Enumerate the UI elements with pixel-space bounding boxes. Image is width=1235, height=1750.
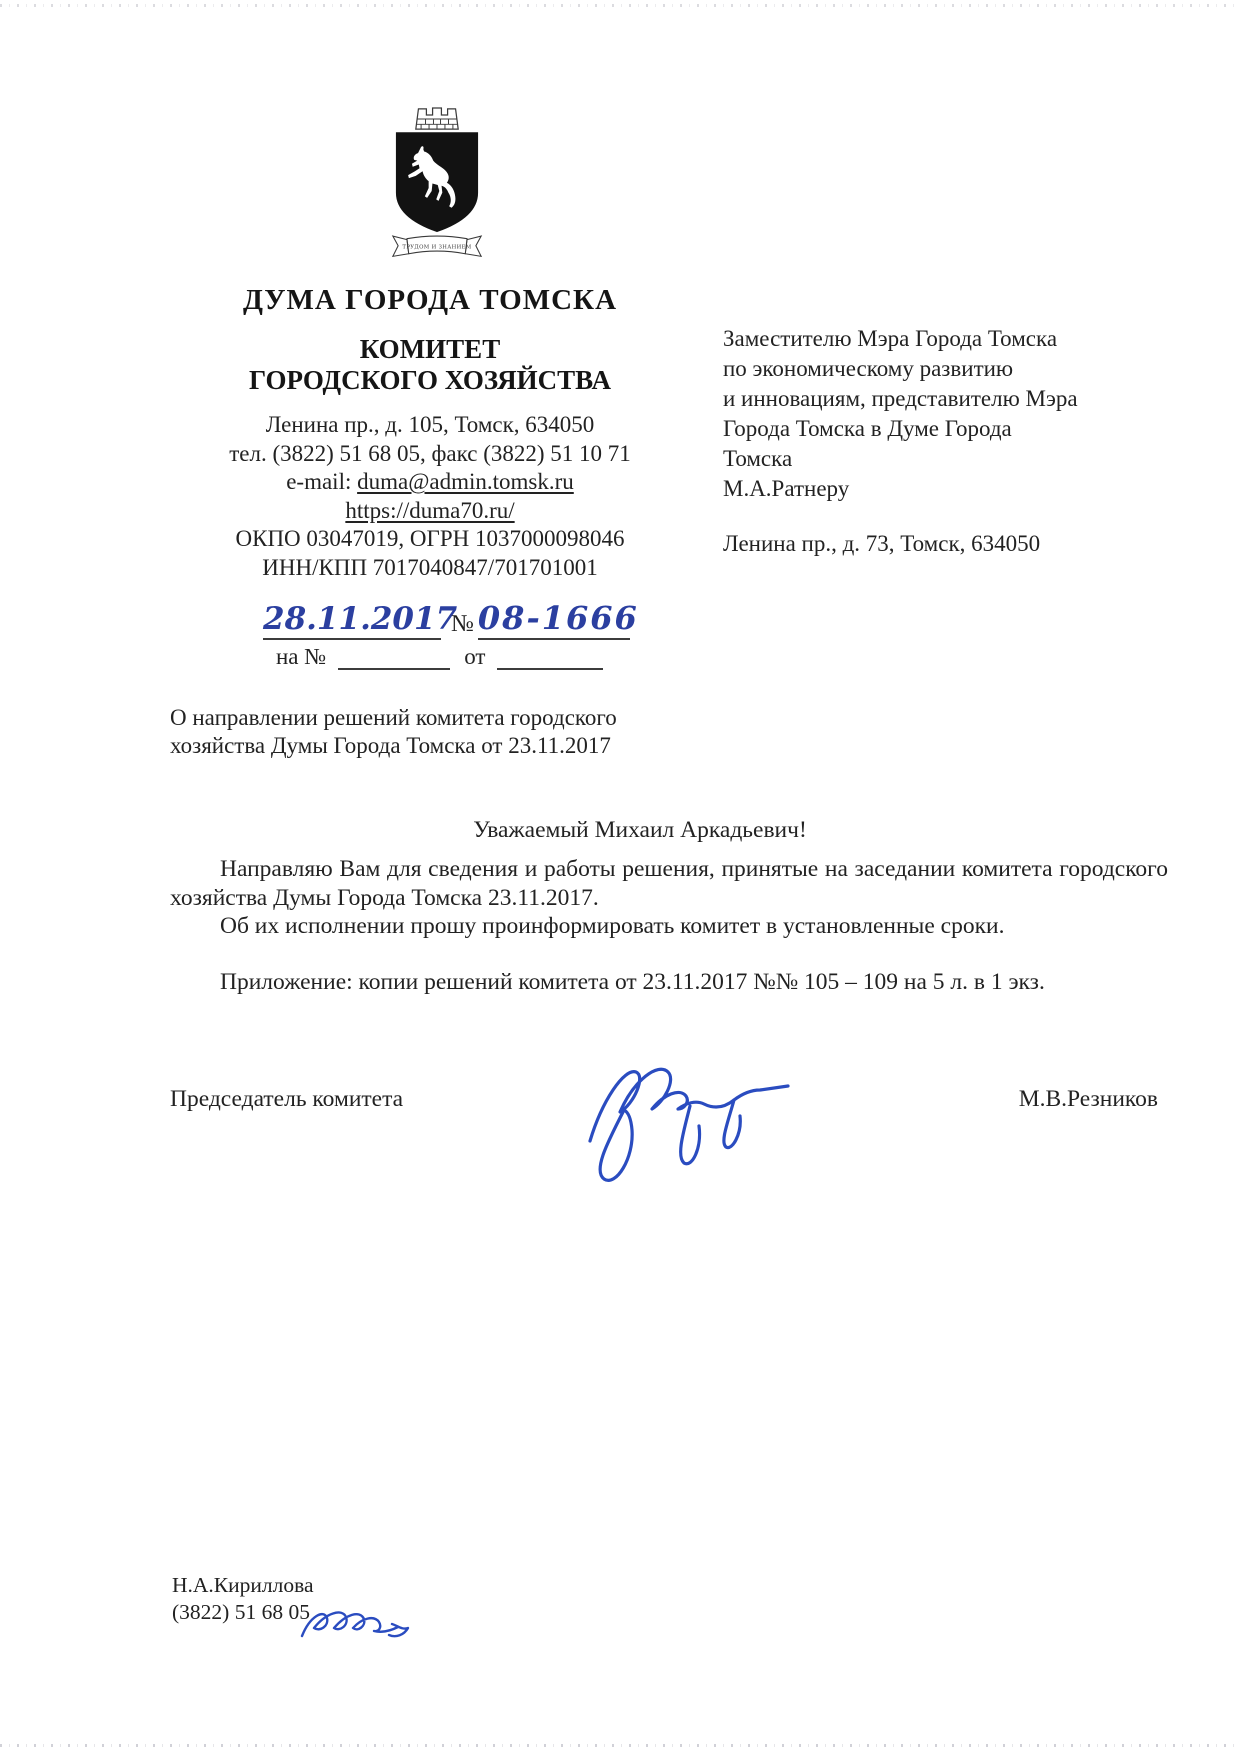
signer-position: Председатель комитета <box>170 1086 404 1112</box>
org-website: https://duma70.ru/ <box>345 497 515 523</box>
attachment-line: Приложение: копии решений комитета от 23.11.2017 №№ 105 – 109 на 5 л. в 1 экз. <box>220 969 1045 995</box>
contact-block <box>165 411 695 582</box>
outgoing-date-field <box>263 601 458 640</box>
mural-crown-icon <box>416 108 458 129</box>
committee-line1: КОМИТЕТ <box>359 334 501 364</box>
signature-icon <box>572 1046 806 1198</box>
recipient-line: по экономическому развитию <box>723 356 1014 381</box>
subject-line1: О направлении решений комитета городского <box>170 705 617 730</box>
number-sign: № <box>451 611 474 637</box>
scan-noise-top <box>0 4 1235 7</box>
reply-from-label: от <box>464 644 486 669</box>
motto-ribbon-icon <box>393 236 481 256</box>
recipient-line: Заместителю Мэра Города Томска <box>723 326 1058 351</box>
letterhead <box>165 284 695 582</box>
subject-line2: хозяйства Думы Города Томска от 23.11.2017 <box>170 732 611 758</box>
paragraph-1: Направляю Вам для сведения и работы решения, принятые на заседании комитета городского хозяйства Думы Города Томска 23.11.2017. <box>170 856 1168 911</box>
recipient-line: Города Томска в Думе Города Томска <box>723 416 1012 471</box>
salutation: Уважаемый Михаил Аркадьевич! <box>473 817 807 843</box>
org-inn-kpp: ИНН/КПП 7017040847/701701001 <box>262 554 598 580</box>
recipient-block <box>723 324 1083 559</box>
executor-phone: (3822) 51 68 05 <box>172 1600 310 1624</box>
reply-prefix: на № <box>276 644 327 669</box>
email-value: duma@admin.tomsk.ru <box>357 469 574 494</box>
reply-reference-row <box>276 644 603 670</box>
signer-name: М.В.Резников <box>1018 1086 1158 1112</box>
committee-line2: ГОРОДСКОГО ХОЗЯЙСТВА <box>249 365 611 395</box>
paragraph-2: Об их исполнении прошу проинформировать комитет в установленные сроки. <box>220 913 1005 939</box>
recipient-line: М.А.Ратнеру <box>723 476 850 501</box>
org-okpo-ogrn: ОКПО 03047019, ОГРН 1037000098046 <box>235 526 625 551</box>
handwritten-date: 28.11.2017 <box>263 601 458 637</box>
committee-name <box>165 334 695 396</box>
scan-noise-bottom <box>0 1744 1235 1747</box>
recipient-line: и инновациям, представителю Мэра <box>723 386 1078 411</box>
org-address: Ленина пр., д. 105, Томск, 634050 <box>265 412 595 437</box>
org-phone-fax: тел. (3822) 51 68 05, факс (3822) 51 10 71 <box>229 440 631 466</box>
recipient-address: Ленина пр., д. 73, Томск, 634050 <box>723 531 1041 556</box>
coat-of-arms <box>384 101 490 281</box>
outgoing-number-field <box>477 599 639 640</box>
reference-row <box>263 592 639 640</box>
email-label: e-mail: <box>286 469 358 494</box>
org-email-line <box>165 468 695 497</box>
executor-block <box>172 1572 314 1626</box>
reply-number-blank <box>338 648 450 670</box>
executor-signature-icon <box>296 1602 414 1650</box>
org-name: ДУМА ГОРОДА ТОМСКА <box>242 284 618 316</box>
subject-block <box>170 704 660 759</box>
body-text <box>170 855 1168 941</box>
motto-text: ТРУДОМ И ЗНАНИЕМ <box>402 244 472 251</box>
handwritten-number: 08-1666 <box>477 599 639 637</box>
executor-name: Н.А.Кириллова <box>172 1573 314 1597</box>
reply-date-blank <box>497 648 603 670</box>
